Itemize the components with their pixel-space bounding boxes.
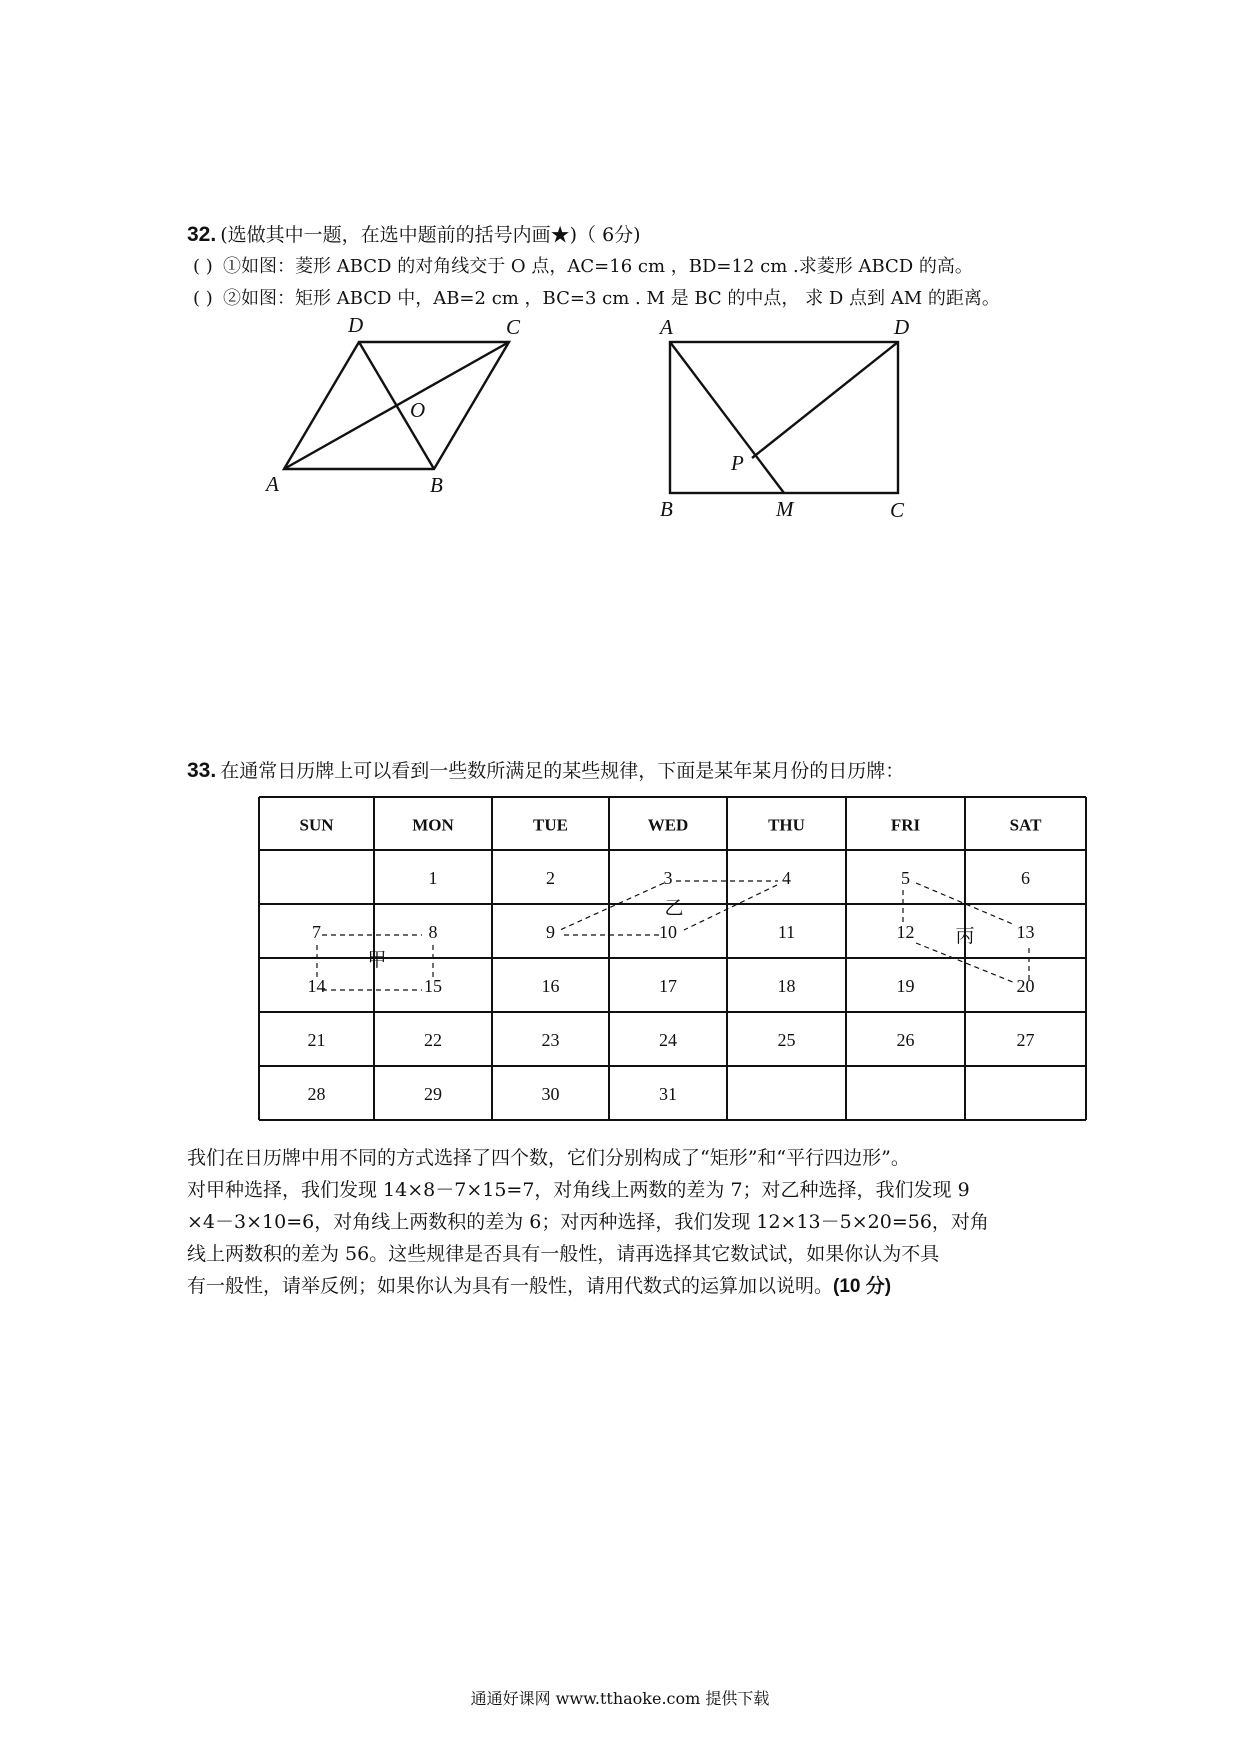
calendar-cell-6: 6 (1021, 868, 1030, 888)
calendar-cell-9: 9 (546, 922, 555, 942)
calendar-cell-15: 15 (424, 976, 442, 996)
calendar-cell-16: 16 (541, 976, 560, 996)
q32-option-1-bracket[interactable]: ( ) (193, 256, 213, 277)
mark-yi: 乙 (664, 898, 684, 919)
rhombus-label-c: C (506, 315, 521, 339)
calendar-cell-20: 20 (1016, 976, 1035, 996)
calendar-cell-27: 27 (1016, 1030, 1035, 1050)
calendar-cell-31: 31 (659, 1084, 677, 1104)
calendar-header-fri: FRI (890, 815, 921, 835)
yi-line-left (560, 883, 664, 930)
q33-title-text: 在通常日历牌上可以看到一些数所满足的某些规律，下面是某年某月份的日历牌： (220, 760, 905, 782)
paragraph-line-3: ×4－3×10=6，对角线上两数积的差为 6；对丙种选择，我们发现 12×13－5×20=56，对角 (187, 1211, 989, 1233)
paragraph-line-2: 对甲种选择，我们发现 14×8－7×15=7，对角线上两数的差为 7；对乙种选择，我们发现 9 (187, 1179, 970, 1201)
calendar-cell-19: 19 (896, 976, 915, 996)
yi-line-right (684, 885, 777, 930)
calendar-cell-3: 3 (663, 868, 673, 888)
calendar-cell-21: 21 (307, 1030, 326, 1050)
q32-title-text: (选做其中一题，在选中题前的括号内画★)（ 6分) (220, 224, 641, 246)
calendar-cell-1: 1 (428, 868, 438, 888)
q32-option-1-text: ①如图：菱形 ABCD 的对角线交于 O 点，AC=16 cm ，BD=12 cm .求菱形 ABCD 的高。 (223, 256, 973, 277)
calendar-cell-18: 18 (777, 976, 796, 996)
q33-number: 33. (187, 759, 217, 782)
mark-bing: 丙 (955, 926, 975, 947)
q32-option-2-bracket[interactable]: ( ) (193, 288, 213, 309)
rect-label-b: B (660, 497, 673, 521)
calendar-cells (299, 816, 1042, 1105)
q33-points: (10 分) (833, 1276, 892, 1297)
calendar-cell-10: 10 (659, 922, 677, 942)
q32-option-2-text: ②如图：矩形 ABCD 中，AB=2 cm ，BC=3 cm . M 是 BC 的中点， 求 D 点到 AM 的距离。 (223, 288, 1000, 309)
footer: 通通好课网 www.tthaoke.com 提供下载 (470, 1689, 770, 1708)
calendar-header-thu: THU (768, 815, 805, 835)
rhombus-label-a: A (266, 472, 279, 496)
calendar-header-wed: WED (647, 815, 689, 835)
calendar-cell-26: 26 (896, 1030, 915, 1050)
calendar-cell-4: 4 (782, 868, 791, 888)
paragraph-line-5-text: 有一般性，请举反例；如果你认为具有一般性，请用代数式的运算加以说明。 (187, 1275, 834, 1297)
rect-label-a: A (660, 315, 673, 339)
mark-jia: 甲 (367, 950, 387, 971)
rect-label-d: D (894, 315, 910, 339)
calendar-cell-12: 12 (896, 922, 915, 942)
rhombus-label-b: B (430, 473, 443, 497)
calendar-cell-23: 23 (541, 1030, 560, 1050)
rect-label-m: M (776, 497, 794, 521)
calendar-cell-28: 28 (307, 1084, 326, 1104)
calendar-cell-30: 30 (541, 1084, 560, 1104)
rect-label-p: P (731, 451, 744, 475)
q33-paragraph (187, 1142, 1067, 1303)
calendar-header-sat: SAT (1009, 815, 1042, 835)
calendar-cell-24: 24 (659, 1030, 677, 1050)
q32-number: 32. (187, 223, 217, 246)
rect-label-c: C (890, 498, 905, 522)
rhombus-label-d: D (348, 313, 364, 337)
calendar-cell-5: 5 (901, 868, 910, 888)
calendar-cell-11: 11 (777, 922, 796, 942)
calendar-cell-13: 13 (1016, 922, 1035, 942)
paragraph-line-5 (187, 1270, 1067, 1303)
calendar-cell-7: 7 (312, 922, 321, 942)
rhombus-label-o: O (410, 398, 426, 422)
calendar-cell-22: 22 (424, 1030, 442, 1050)
calendar-cell-14: 14 (307, 976, 326, 996)
calendar-cell-8: 8 (428, 922, 438, 942)
calendar-cell-29: 29 (424, 1084, 442, 1104)
paragraph-line-4: 线上两数积的差为 56。这些规律是否具有一般性，请再选择其它数试试，如果你认为不具 (187, 1243, 940, 1265)
calendar-header-tue: TUE (533, 815, 568, 835)
calendar-cell-2: 2 (546, 868, 555, 888)
paragraph-line-1: 我们在日历牌中用不同的方式选择了四个数，它们分别构成了“矩形”和“平行四边形”。 (187, 1147, 910, 1169)
calendar-header-sun: SUN (299, 815, 334, 835)
calendar-header-mon: MON (412, 815, 454, 835)
calendar-cell-25: 25 (777, 1030, 796, 1050)
calendar-cell-17: 17 (659, 976, 677, 996)
